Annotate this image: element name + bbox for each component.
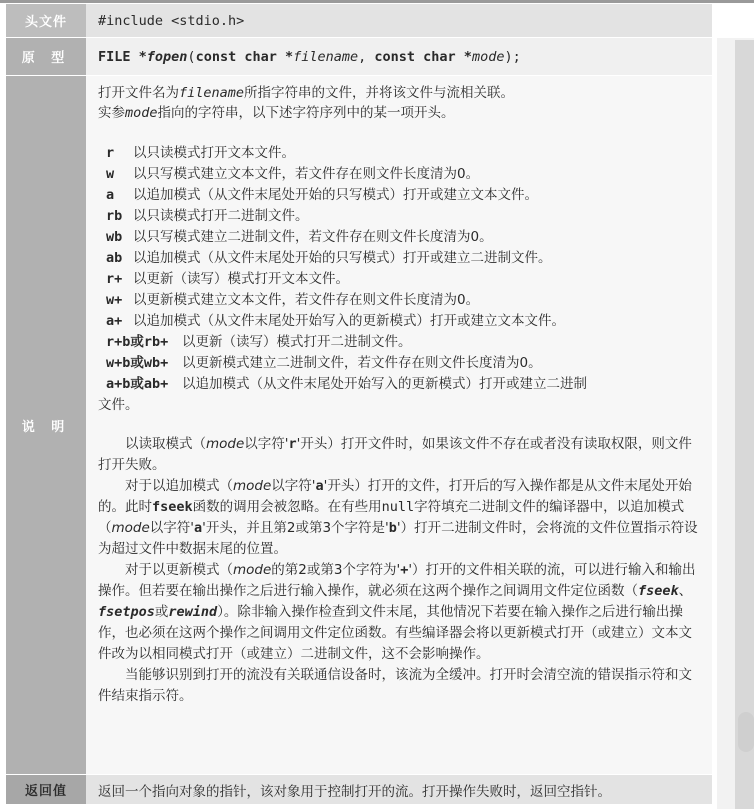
prototype-label: 原 型 [6, 38, 86, 76]
proto-function: fopen [146, 48, 188, 65]
p3-sep1: 、 [678, 583, 693, 599]
mode-item [98, 206, 700, 227]
prototype-cell [86, 38, 712, 76]
intro-2-var: mode [125, 104, 158, 121]
mode-text: 以更新模式建立二进制文件，若文件存在则文件长度清为0。 [182, 355, 542, 371]
p1-a: 以读取模式（ [125, 436, 206, 452]
mode-key: r+ [106, 271, 123, 287]
p2-fseek: fseek [152, 499, 193, 515]
mode-text: 以追加模式（从文件末尾处开始写入的更新模式）打开或建立文本文件。 [133, 313, 565, 329]
mode-item [98, 311, 700, 332]
page-edge-mark [738, 712, 754, 752]
p3-a: 对于以更新模式（ [125, 562, 233, 578]
p2-d: '开头）打开的文件，打开后的写入操作都是从文件末尾处开始的。此时 [98, 478, 692, 515]
mode-key: w [106, 166, 115, 182]
mode-text: 以更新模式建立文本文件，若文件存在则文件长度清为0。 [133, 292, 480, 308]
mode-item [98, 248, 700, 269]
mode-key: a+ [106, 313, 123, 329]
p3-sep2: 或 [154, 604, 169, 620]
mode-key: w+ [106, 292, 123, 308]
proto-param2: mode [471, 48, 505, 65]
proto-return: FILE * [98, 48, 147, 65]
paragraph-buffering: 当能够识别到打开的流没有关联通信设备时，该流为全缓冲。打开时会清空流的错误指示符和文件结束指示符。 [98, 667, 692, 704]
mode-text: 以只读模式打开文本文件。 [133, 145, 295, 161]
paragraph-append-mode [98, 476, 700, 560]
mode-key: rb [106, 208, 123, 224]
include-cell [86, 4, 712, 38]
prototype-row [6, 38, 712, 76]
header-row [6, 4, 712, 38]
p2-char: a [315, 478, 324, 494]
p3-d: '）打开的文件相关联的流，可以进行输入和输出操作。但若要在输出操作之后进行输入操作，就必须在这两个操作之间调用文件定位函数（ [98, 562, 696, 599]
description-label: 说 明 [6, 76, 86, 775]
proto-close: ); [504, 48, 521, 65]
reference-table [6, 4, 712, 805]
intro-2a: 实参 [98, 104, 125, 121]
mode-text: 以更新（读写）模式打开二进制文件。 [182, 334, 412, 350]
mode-item [98, 143, 700, 164]
intro-1b: 所指字符串的文件，并将该文件与流相关联。 [244, 85, 515, 101]
intro-1a: 打开文件名为 [98, 85, 179, 101]
include-text: #include <stdio.h> [98, 12, 245, 29]
p2-b: 以字符' [271, 478, 316, 494]
mode-item [98, 332, 700, 353]
p3-e: ）。除非输入操作检查到文件末尾，其他情况下若要在输入操作之后进行输出操作，也必须在这两个操作之间调用文件定位函数。有些编译器会将以更新模式打开（或建立）文本文件改为以相同模式打开（或建立）二进制文件，这不会影响操作。 [98, 604, 692, 662]
paragraph-update-mode [98, 560, 700, 665]
mode-item [98, 374, 700, 395]
mode-text: 以只写模式建立文本文件，若文件存在则文件长度清为0。 [133, 166, 480, 182]
mode-text: 以只写模式建立二进制文件，若文件存在则文件长度清为0。 [133, 229, 493, 245]
mode-item [98, 353, 700, 374]
mode-text: 以追加模式（从文件末尾处开始的只写模式）打开或建立二进制文件。 [133, 250, 552, 266]
mode-key: w+b或wb+ [106, 355, 169, 371]
mode-text: 以追加模式（从文件末尾处开始的只写模式）打开或建立文本文件。 [133, 187, 538, 203]
top-rule [0, 0, 754, 3]
mode-item [98, 269, 700, 290]
return-row [6, 775, 712, 805]
paragraph-read-mode [98, 434, 700, 476]
page-edge-shadow [735, 40, 754, 809]
p3-char: + [400, 562, 409, 578]
proto-open: ( [187, 48, 196, 65]
p1-var: mode [206, 436, 245, 452]
description-cell [86, 76, 712, 775]
intro-2b: 指向的字符串，以下述字符序列中的某一项开头。 [157, 104, 455, 121]
p1-b: 以字符' [244, 436, 289, 452]
description-row [6, 76, 712, 775]
p3-rewind: rewind [168, 604, 218, 620]
mode-key: a [106, 187, 115, 203]
mode-key: a+b或ab+ [106, 376, 169, 392]
p2-f: 字符填充二进制文件的编译器中，以追加模式（ [98, 499, 685, 536]
p2-e: 函数的调用会被忽略。在有些用 [192, 499, 382, 515]
p2-char3: b [388, 520, 397, 536]
mode-list [98, 143, 700, 416]
mode-item [98, 290, 700, 311]
p1-d: '开头）打开文件时，如果该文件不存在或者没有读取权限，则文件打开失败。 [98, 436, 692, 473]
p2-k: '）打开二进制文件时，会将流的文件位置指示符设为超过文件中数据末尾的位置。 [98, 520, 698, 557]
p2-var: mode [233, 478, 272, 494]
header-label: 头文件 [6, 4, 86, 38]
p1-char: r [288, 436, 297, 452]
mode-item-tail [98, 395, 700, 416]
mode-item [98, 164, 700, 185]
proto-param1: filename [293, 48, 359, 65]
p3-var: mode [233, 562, 272, 578]
mode-tail-text: 文件。 [98, 397, 139, 413]
mode-item [98, 185, 700, 206]
p3-fsetpos: fsetpos [98, 604, 155, 620]
return-text: 返回一个指向对象的指针，该对象用于控制打开的流。打开操作失败时，返回空指针。 [98, 783, 611, 800]
return-label: 返回值 [6, 775, 86, 805]
p2-null: null [381, 499, 415, 515]
p3-b: 的第2或第3个字符为' [271, 562, 401, 578]
mode-text: 以追加模式（从文件末尾处开始写入的更新模式）打开或建立二进制 [182, 376, 587, 392]
intro-1-var: filename [179, 85, 245, 101]
mode-key: r+b或rb+ [106, 334, 169, 350]
mode-key: ab [106, 250, 123, 266]
mode-item [98, 227, 700, 248]
p2-i: '开头，并且第2或第3个字符是' [202, 520, 389, 536]
intro-line-1 [98, 84, 700, 104]
mode-text: 以只读模式打开二进制文件。 [133, 208, 309, 224]
proto-kw2: const char * [374, 48, 472, 65]
p2-g: 以字符' [149, 520, 195, 536]
intro-line-2 [98, 104, 700, 124]
p2-a: 对于以追加模式（ [125, 478, 233, 494]
p2-var2: mode [111, 520, 150, 536]
p2-char2: a [194, 520, 203, 536]
mode-key: wb [106, 229, 123, 245]
proto-kw1: const char * [195, 48, 294, 65]
return-cell [86, 775, 712, 805]
proto-sep: , [358, 48, 375, 65]
p3-fseek: fseek [638, 583, 679, 599]
mode-key: r [106, 145, 115, 161]
mode-text: 以更新（读写）模式打开文本文件。 [133, 271, 349, 287]
